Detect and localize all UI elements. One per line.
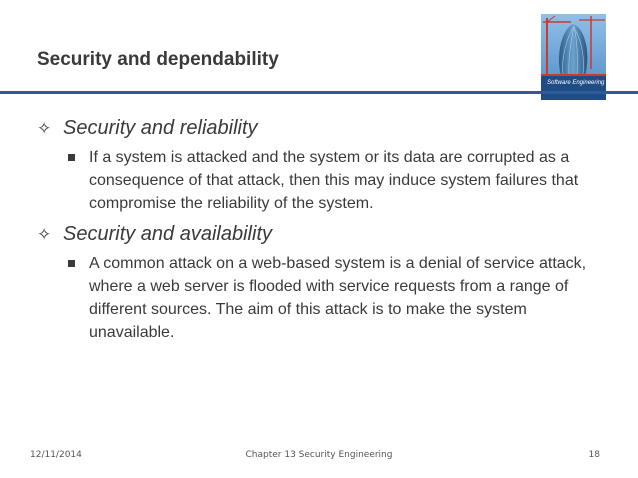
sparkle-bullet-icon: ✧ (37, 119, 52, 138)
bullet-heading-text: Security and reliability (63, 117, 258, 139)
sub-bullet-text: If a system is attacked and the system or its data are corrupted as a consequence of that attack, then this may induce system failures that compromise the reliability of the system. (89, 149, 579, 212)
bullet-heading (37, 221, 612, 248)
sparkle-bullet-icon: ✧ (37, 225, 52, 244)
building-illustration-icon (541, 14, 606, 100)
square-bullet-icon (68, 260, 75, 267)
book-cover-image (541, 14, 606, 100)
square-bullet-icon (68, 154, 75, 161)
footer-page-number: 18 (588, 450, 600, 460)
bullet-group (37, 115, 612, 215)
bullet-heading-text: Security and availability (63, 223, 272, 245)
sub-bullet (68, 146, 612, 215)
sub-bullet-text: A common attack on a web-based system is a denial of service attack, where a web server is flooded with service requests from a range of different sources. The aim of this attack is to make the system unavailable. (89, 255, 587, 341)
title-divider (0, 91, 638, 94)
bullet-group (37, 221, 612, 344)
slide-title: Security and dependability (37, 49, 279, 70)
footer-chapter: Chapter 13 Security Engineering (245, 450, 393, 460)
sub-bullet (68, 252, 612, 344)
book-cover-title: Software Engineering (547, 80, 605, 86)
slide-body (37, 115, 612, 350)
footer-date: 12/11/2014 (30, 450, 82, 460)
bullet-heading (37, 115, 612, 142)
